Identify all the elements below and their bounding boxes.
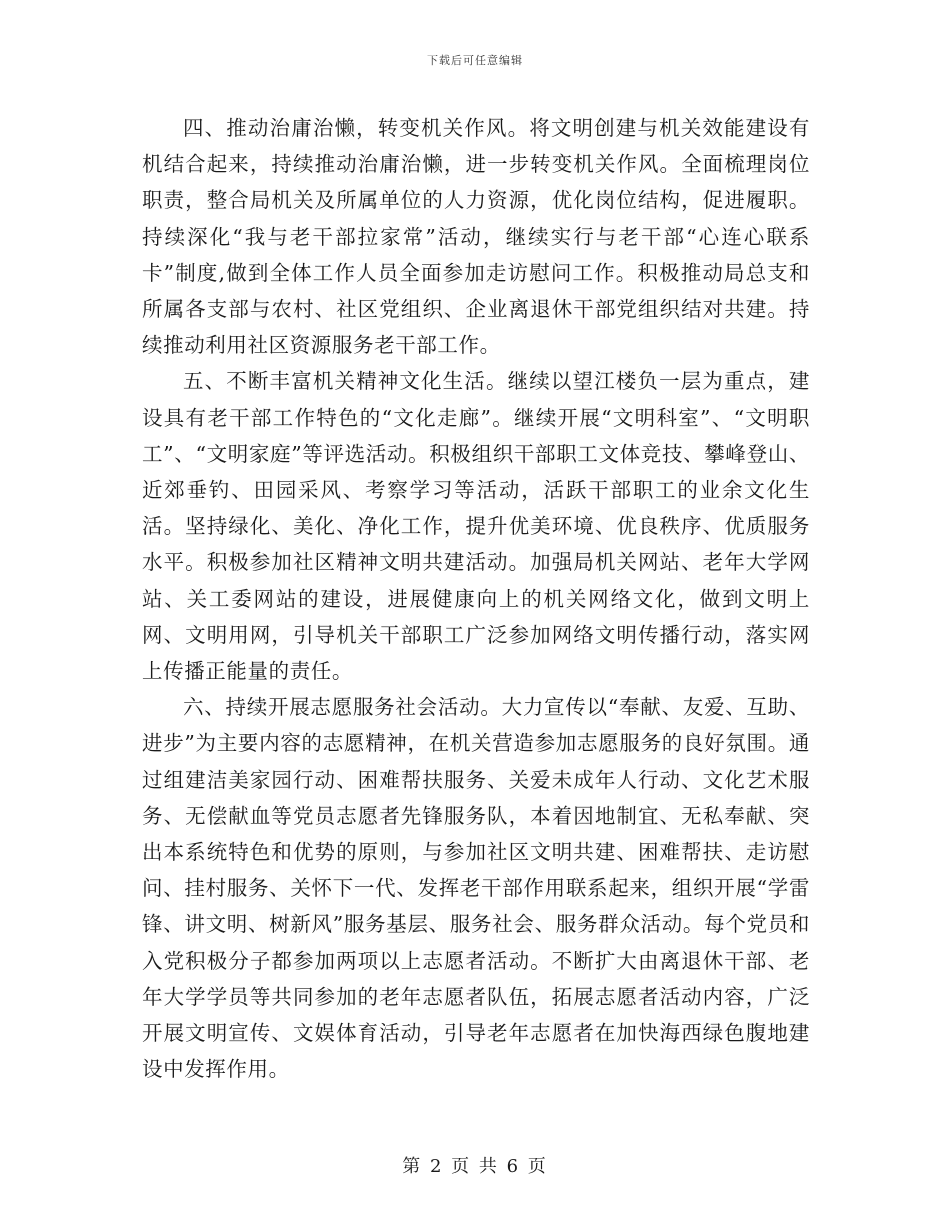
paragraph-section-4: 四、推动治庸治懒，转变机关作风。将文明创建与机关效能建设有机结合起来，持续推动治庸治懒，进一步转变机关作风。全面梳理岗位职责，整合局机关及所属单位的人力资源，优化岗位结构，促进履职。持续深化“我与老干部拉家常”活动，继续实行与老干部“心连心联系卡”制度,做到全体工作人员全面参加走访慰问工作。积极推动局总支和所属各支部与农村、社区党组织、企业离退休干部党组织结对共建。持续推动利用社区资源服务老干部工作。 — [142, 116, 810, 358]
paragraph-section-6: 六、持续开展志愿服务社会活动。大力宣传以“奉献、友爱、互助、进步”为主要内容的志愿精神，在机关营造参加志愿服务的良好氛围。通过组建洁美家园行动、困难帮扶服务、关爱未成年人行动、文化艺术服务、无偿献血等党员志愿者先锋服务队，本着因地制宜、无私奉献、突出本系统特色和优势的原则，与参加社区文明共建、困难帮扶、走访慰问、挂村服务、关怀下一代、发挥老干部作用联系起来，组织开展“学雷锋、讲文明、树新风”服务基层、服务社会、服务群众活动。每个党员和入党积极分子都参加两项以上志愿者活动。不断扩大由离退休干部、老年大学学员等共同参加的老年志愿者队伍，拓展志愿者活动内容，广泛开展文明宣传、文娱体育活动，引导老年志愿者在加快海西绿色腹地建设中发挥作用。 — [142, 695, 810, 1082]
page-header-note: 下载后可任意编辑 — [427, 54, 523, 67]
paragraph-section-5: 五、不断丰富机关精神文化生活。继续以望江楼负一层为重点，建设具有老干部工作特色的“文化走廊”。继续开展“文明科室”、“文明职工”、“文明家庭”等评选活动。积极组织干部职工文体竞技、攀峰登山、近郊垂钓、田园采风、考察学习等活动，活跃干部职工的业余文化生活。坚持绿化、美化、净化工作，提升优美环境、优良秩序、优质服务水平。积极参加社区精神文明共建活动。加强局机关网站、老年大学网站、关工委网站的建设，进展健康向上的机关网络文化，做到文明上网、文明用网，引导机关干部职工广泛参加网络文明传播行动，落实网上传播正能量的责任。 — [142, 369, 810, 684]
document-body — [142, 110, 810, 1087]
page-number: 第 2 页 共 6 页 — [402, 1156, 548, 1177]
